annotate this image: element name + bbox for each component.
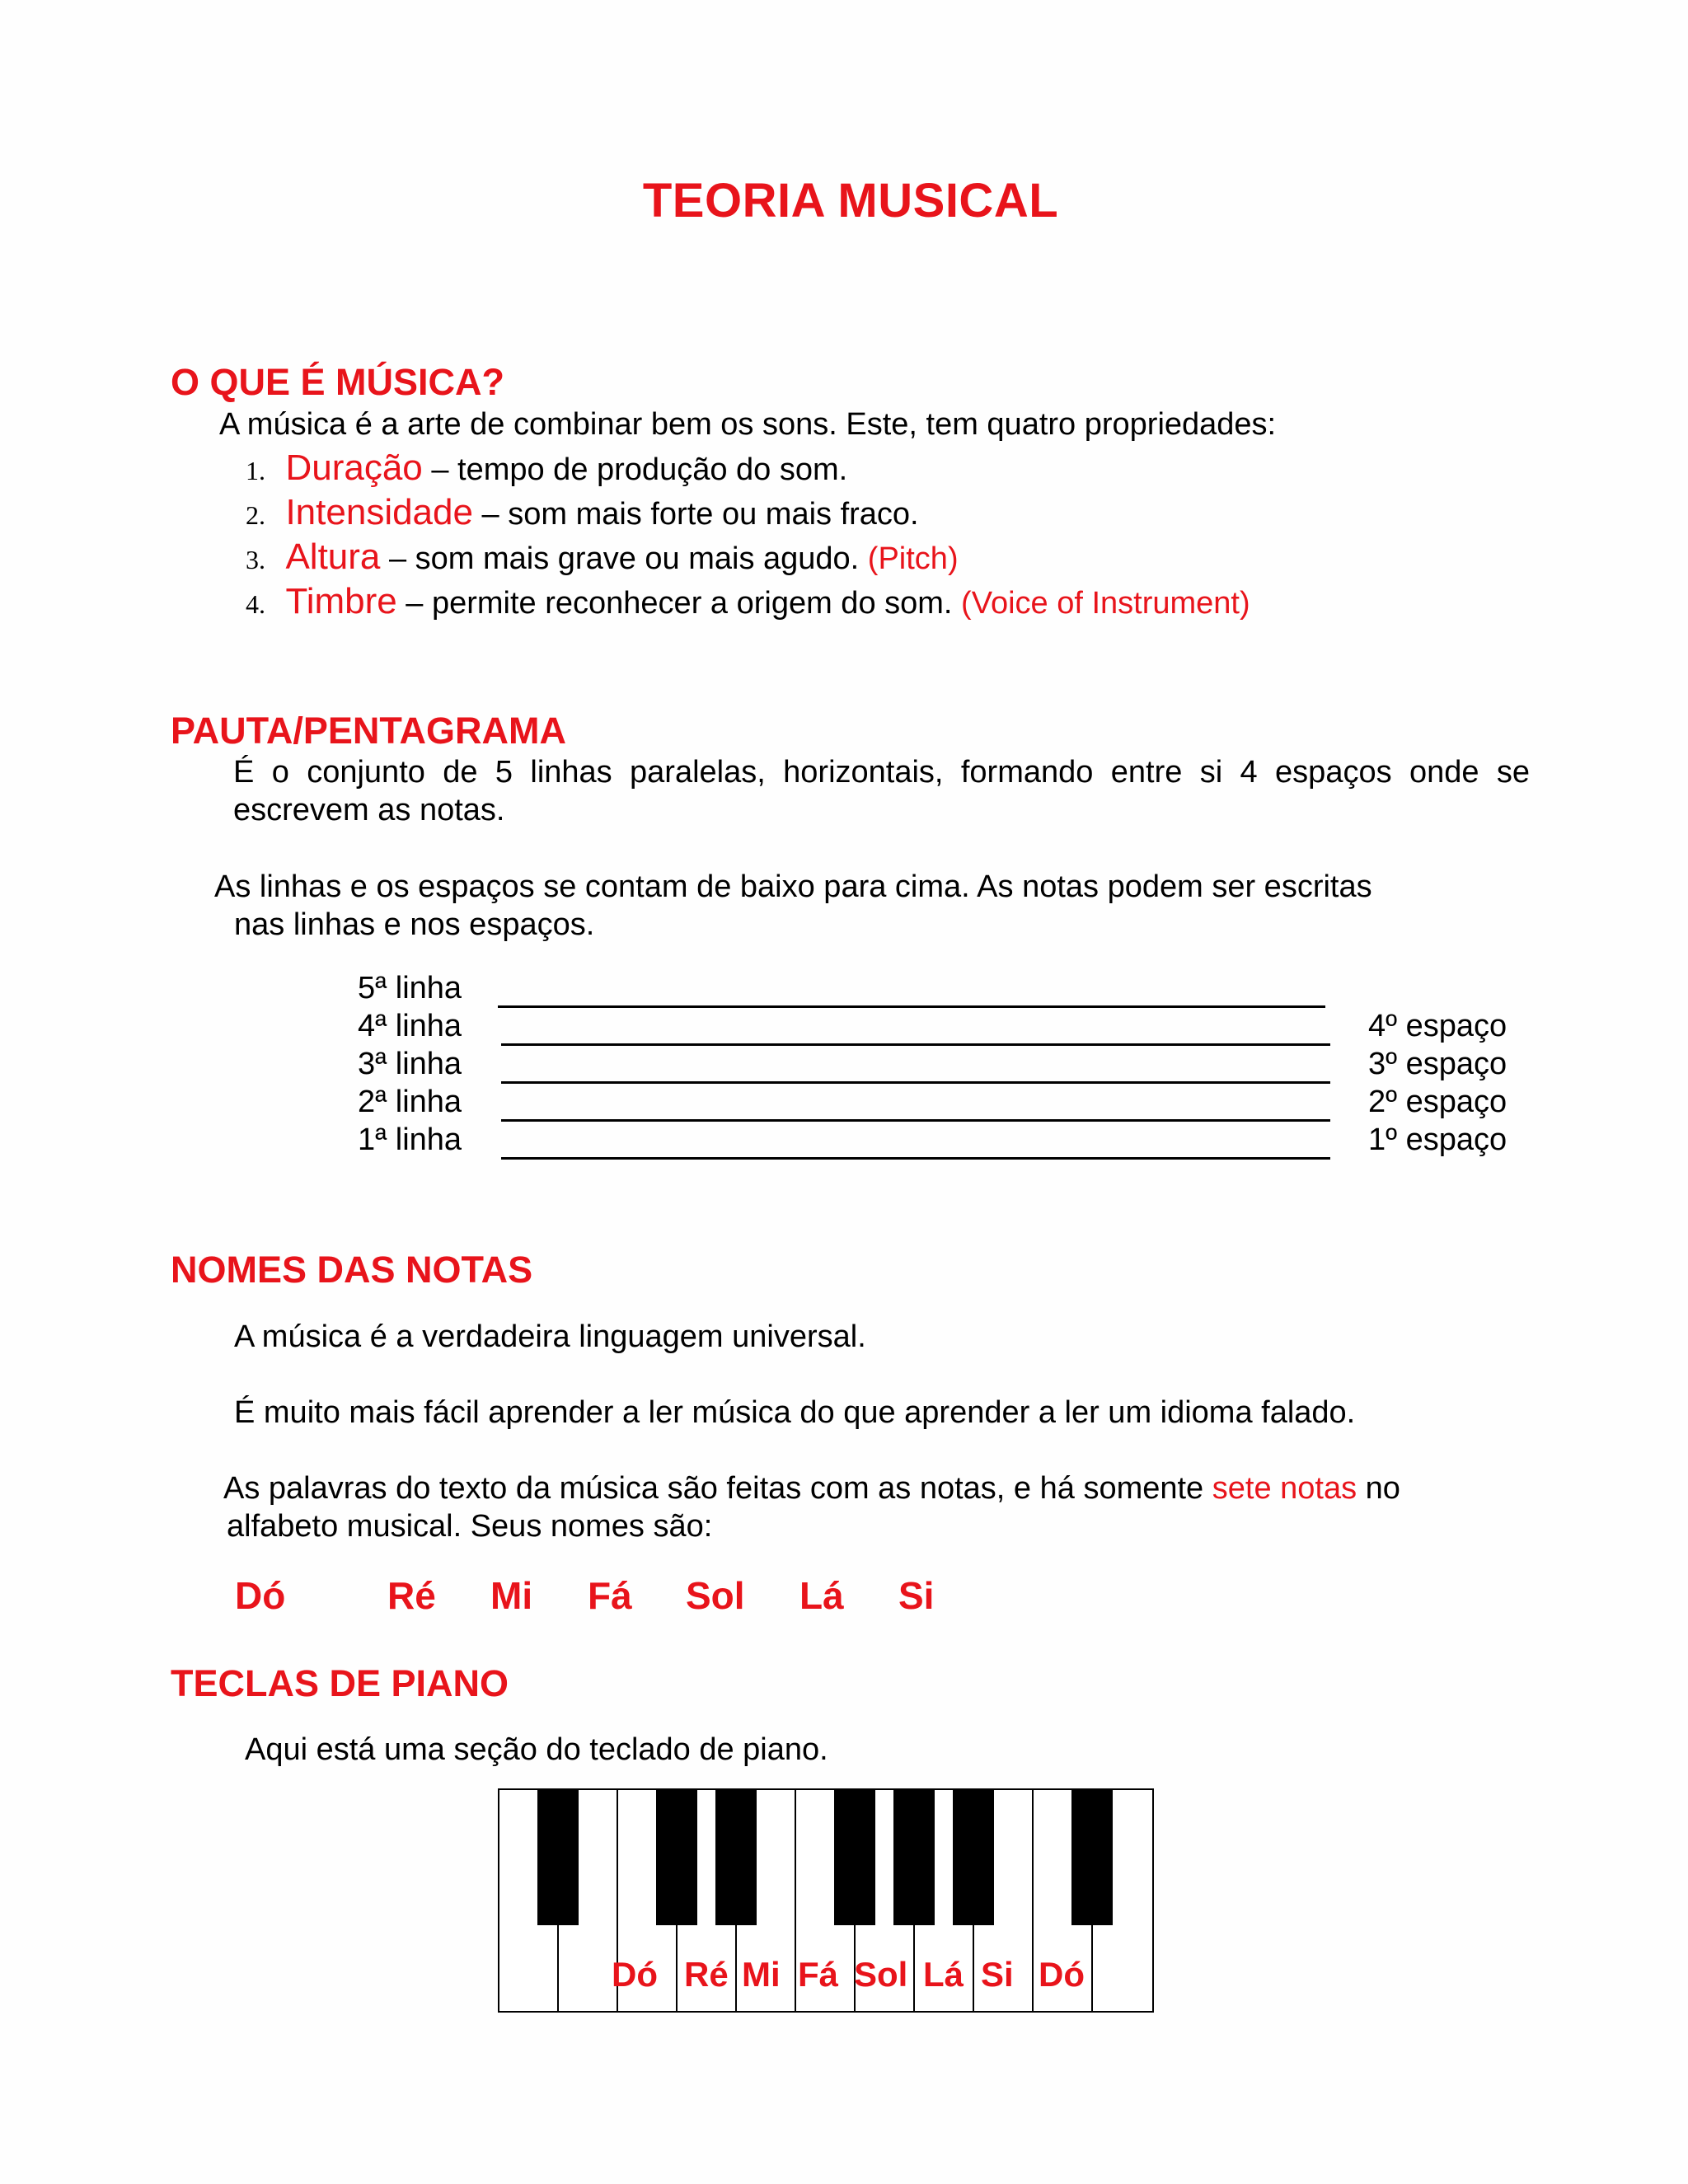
note-name: Ré (387, 1574, 436, 1617)
key-label: Fá (798, 1955, 839, 1994)
list-number: 1. (246, 456, 265, 485)
black-key (893, 1790, 935, 1925)
white-key-divider (1032, 1790, 1034, 2011)
nomes-paragraph-3-line1 (223, 1471, 1400, 1507)
staff-line-1 (501, 1157, 1330, 1160)
note-name: Lá (799, 1574, 844, 1617)
nomes-paragraph-1: A música é a verdadeira linguagem universal. (234, 1319, 866, 1354)
staff-line-5 (498, 1005, 1325, 1008)
black-key (834, 1790, 875, 1925)
text-segment: no (1357, 1471, 1400, 1506)
note-name: Fá (588, 1574, 632, 1617)
line-label-5: 5ª linha (358, 971, 462, 1005)
list-number: 4. (246, 589, 265, 619)
key-label: Sol (854, 1955, 908, 1994)
contagem-paragraph-line1: As linhas e os espaços se contam de baixo para cima. As notas podem ser escritas (214, 869, 1372, 904)
key-label: Dó (612, 1955, 658, 1994)
contagem-paragraph-line2: nas linhas e nos espaços. (234, 907, 595, 942)
key-label: Dó (1039, 1955, 1085, 1994)
black-key (715, 1790, 757, 1925)
list-item (246, 448, 847, 489)
list-number: 3. (246, 545, 265, 574)
text-segment: As palavras do texto da música são feitas com as notas, e há somente (223, 1471, 1212, 1506)
key-label: Si (981, 1955, 1014, 1994)
line-label-2: 2ª linha (358, 1085, 462, 1119)
key-label: Mi (742, 1955, 781, 1994)
heading-nomes-das-notas: NOMES DAS NOTAS (171, 1249, 533, 1291)
list-item (246, 581, 1250, 622)
space-label-4: 4º espaço (1368, 1009, 1507, 1043)
staff-line-3 (501, 1081, 1330, 1084)
page-title: TEORIA MUSICAL (642, 174, 1059, 227)
note-name: Sol (686, 1574, 745, 1617)
space-label-3: 3º espaço (1368, 1047, 1507, 1081)
line-label-4: 4ª linha (358, 1009, 462, 1043)
heading-o-que-e-musica: O QUE É MÚSICA? (171, 361, 505, 403)
term-intensidade: Intensidade (285, 492, 473, 532)
pauta-paragraph-line2: escrevem as notas. (233, 793, 505, 827)
heading-pauta-pentagrama: PAUTA/PENTAGRAMA (171, 710, 566, 752)
list-item (246, 537, 959, 578)
key-label: Ré (684, 1955, 729, 1994)
white-key-divider (795, 1790, 796, 2011)
sete-notas-highlight: sete notas (1212, 1471, 1357, 1506)
term-description: – som mais grave ou mais agudo. (380, 541, 860, 576)
piano-keyboard (498, 1788, 1154, 2013)
piano-intro: Aqui está uma seção do teclado de piano. (245, 1732, 828, 1767)
space-label-2: 2º espaço (1368, 1085, 1507, 1119)
term-note: (Voice of Instrument) (952, 586, 1250, 621)
heading-teclas-de-piano: TECLAS DE PIANO (171, 1662, 509, 1704)
musica-intro: A música é a arte de combinar bem os sons. Este, tem quatro propriedades: (219, 407, 1277, 442)
line-label-3: 3ª linha (358, 1047, 462, 1081)
term-altura: Altura (285, 537, 381, 577)
note-name: Si (898, 1574, 935, 1617)
pauta-paragraph-line1: É o conjunto de 5 linhas paralelas, horizontais, formando entre si 4 espaços onde se (233, 755, 1530, 790)
list-item (246, 492, 919, 533)
nomes-paragraph-3-line2: alfabeto musical. Seus nomes são: (227, 1509, 713, 1544)
term-description: – som mais forte ou mais fraco. (472, 497, 919, 532)
term-duracao: Duração (285, 448, 423, 488)
black-key (656, 1790, 697, 1925)
line-label-1: 1ª linha (358, 1122, 462, 1157)
term-description: – tempo de produção do som. (422, 452, 848, 487)
note-name: Mi (490, 1574, 533, 1617)
staff-line-4 (501, 1043, 1330, 1046)
term-timbre: Timbre (285, 581, 397, 621)
note-name: Dó (235, 1574, 286, 1617)
nomes-paragraph-2: É muito mais fácil aprender a ler música do que aprender a ler um idioma falado. (234, 1395, 1356, 1430)
term-note: (Pitch) (859, 541, 959, 576)
staff-line-2 (501, 1119, 1330, 1122)
black-key (537, 1790, 579, 1925)
list-number: 2. (246, 500, 265, 530)
black-key (1071, 1790, 1113, 1925)
space-label-1: 1º espaço (1368, 1122, 1507, 1157)
term-description: – permite reconhecer a origem do som. (396, 586, 953, 621)
key-label: Lá (923, 1955, 964, 1994)
black-key (953, 1790, 994, 1925)
